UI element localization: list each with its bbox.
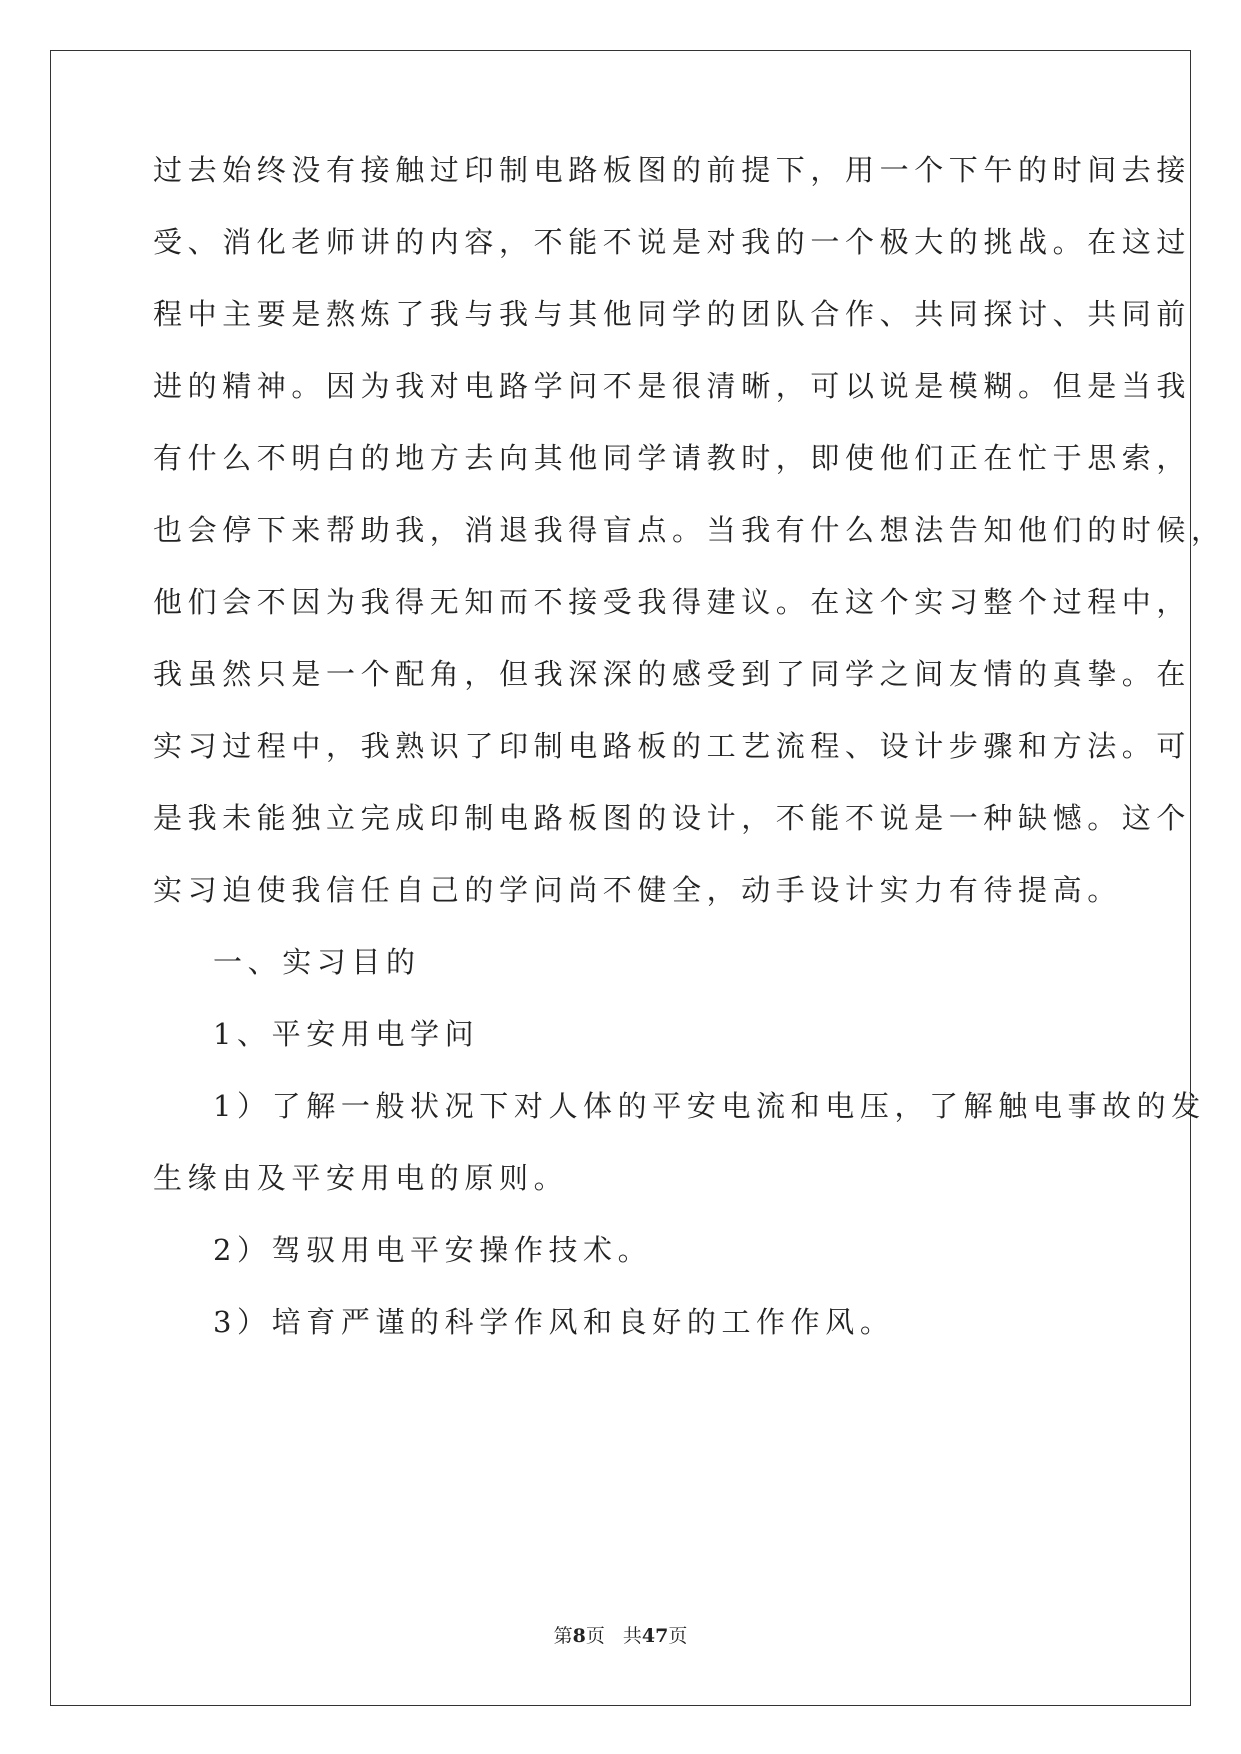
paragraph-line-1: 过去始终没有接触过印制电路板图的前提下，用一个下午的时间去接 bbox=[153, 153, 1192, 187]
total-pages: 47 bbox=[641, 1625, 669, 1647]
list-item-1-line-1: 1）了解一般状况下对人体的平安电流和电压，了解触电事故的发 bbox=[213, 1089, 1206, 1123]
paragraph-line-11: 实习迫使我信任自己的学问尚不健全，动手设计实力有待提高。 bbox=[153, 873, 1122, 907]
page-prefix: 第 bbox=[553, 1625, 573, 1647]
paragraph-line-10: 是我未能独立完成印制电路板图的设计，不能不说是一种缺憾。这个 bbox=[153, 801, 1192, 835]
paragraph-line-5: 有什么不明白的地方去向其他同学请教时，即使他们正在忙于思索， bbox=[153, 441, 1192, 475]
paragraph-line-8: 我虽然只是一个配角，但我深深的感受到了同学之间友情的真挚。在 bbox=[153, 657, 1192, 691]
paragraph-line-2: 受、消化老师讲的内容，不能不说是对我的一个极大的挑战。在这过 bbox=[153, 225, 1192, 259]
list-item-3: 3）培育严谨的科学作风和良好的工作作风。 bbox=[213, 1305, 895, 1339]
subsection-heading: 1、平安用电学问 bbox=[213, 1017, 480, 1051]
paragraph-line-6: 也会停下来帮助我，消退我得盲点。当我有什么想法告知他们的时候， bbox=[153, 513, 1226, 547]
list-item-1-line-2: 生缘由及平安用电的原则。 bbox=[153, 1161, 569, 1195]
paragraph-line-7: 他们会不因为我得无知而不接受我得建议。在这个实习整个过程中， bbox=[153, 585, 1192, 619]
paragraph-line-4: 进的精神。因为我对电路学问不是很清晰，可以说是模糊。但是当我 bbox=[153, 369, 1192, 403]
page-footer bbox=[0, 1624, 1241, 1648]
list-item-2: 2）驾驭用电平安操作技术。 bbox=[213, 1233, 653, 1267]
paragraph-line-3: 程中主要是熬炼了我与我与其他同学的团队合作、共同探讨、共同前 bbox=[153, 297, 1192, 331]
page-number: 8 bbox=[572, 1625, 586, 1647]
total-suffix: 页 bbox=[668, 1625, 688, 1647]
paragraph-line-9: 实习过程中，我熟识了印制电路板的工艺流程、设计步骤和方法。可 bbox=[153, 729, 1192, 763]
total-prefix: 共 bbox=[622, 1625, 642, 1647]
page-suffix: 页 bbox=[585, 1625, 605, 1647]
section-heading: 一、实习目的 bbox=[213, 945, 421, 979]
